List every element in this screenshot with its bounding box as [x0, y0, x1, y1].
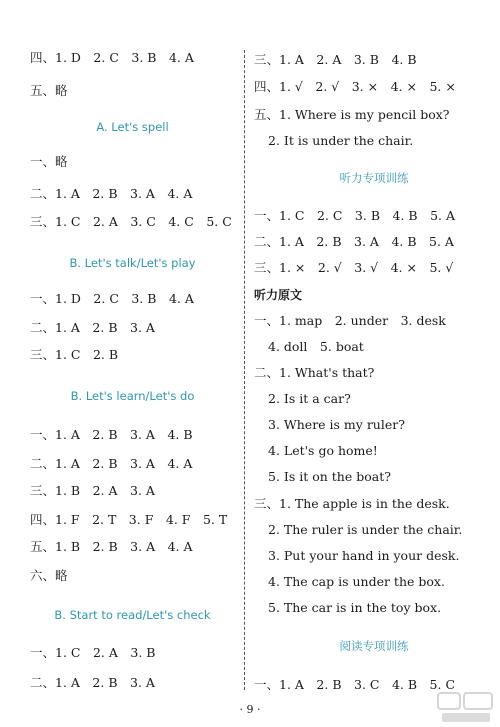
answer-line: 一、1. A 2. B 3. A 4. B — [30, 427, 193, 442]
answer-line: 三、1. C 2. B — [30, 347, 119, 362]
section-heading: 阅读专项训练 — [339, 639, 409, 653]
page-number: · 9 · — [239, 703, 261, 716]
answer-line: 五、略 — [30, 83, 68, 98]
answer-line: 三、1. B 2. A 3. A — [30, 483, 155, 498]
answer-line: 5. Is it on the boat? — [268, 469, 391, 484]
answer-line: 4. Let's go home! — [268, 443, 378, 458]
answer-line: 二、1. A 2. B 3. A 4. A — [30, 456, 193, 471]
answer-line: 三、1. A 2. A 3. B 4. B — [254, 52, 417, 67]
answer-line: 一、略 — [30, 154, 68, 169]
answer-line: 4. The cap is under the box. — [268, 574, 445, 589]
answer-line: 三、1. C 2. A 3. C 4. C 5. C — [30, 214, 232, 229]
answer-line: 三、1. × 2. √ 3. √ 4. × 5. √ — [254, 260, 454, 275]
answer-line: 二、1. What's that? — [254, 365, 375, 380]
section-heading: B. Let's learn/Let's do — [70, 389, 195, 403]
section-heading: B. Start to read/Let's check — [54, 608, 211, 622]
answer-line: 四、1. D 2. C 3. B 4. A — [30, 50, 194, 65]
section-heading: 听力专项训练 — [339, 171, 409, 185]
answer-line: 5. The car is in the toy box. — [268, 600, 442, 615]
answer-line: 4. doll 5. boat — [268, 339, 364, 354]
answer-line: 二、1. A 2. B 3. A — [30, 320, 155, 335]
answer-line: 一、1. C 2. A 3. B — [30, 645, 156, 660]
section-heading: B. Let's talk/Let's play — [69, 256, 196, 270]
section-heading: A. Let's spell — [96, 120, 169, 134]
answer-line: 五、1. Where is my pencil box? — [254, 107, 450, 122]
column-divider — [244, 50, 245, 690]
answer-line: 一、1. C 2. C 3. B 4. B 5. A — [254, 208, 456, 223]
answer-line: 五、1. B 2. B 3. A 4. A — [30, 539, 193, 554]
answer-line: 二、1. A 2. B 3. A 4. A — [30, 186, 193, 201]
answer-line: 三、1. The apple is in the desk. — [254, 496, 450, 511]
answer-line: 六、略 — [30, 568, 68, 583]
answer-line: 四、1. F 2. T 3. F 4. F 5. T — [30, 512, 228, 527]
answer-line: 2. It is under the chair. — [268, 133, 414, 148]
answer-line: 3. Where is my ruler? — [268, 417, 405, 432]
answer-line: 二、1. A 2. B 3. A — [30, 675, 155, 690]
answer-line: 一、1. map 2. under 3. desk — [254, 313, 446, 328]
answer-line: 四、1. √ 2. √ 3. × 4. × 5. × — [254, 79, 456, 94]
listening-script-title: 听力原文 — [254, 288, 303, 302]
answer-line: 3. Put your hand in your desk. — [268, 548, 460, 563]
watermark-logo-icon — [436, 689, 496, 725]
answer-line: 一、1. A 2. B 3. C 4. B 5. C — [254, 677, 456, 692]
answer-line: 2. Is it a car? — [268, 391, 351, 406]
answer-line: 2. The ruler is under the chair. — [268, 522, 463, 537]
answer-line: 一、1. D 2. C 3. B 4. A — [30, 291, 194, 306]
answer-line: 二、1. A 2. B 3. A 4. B 5. A — [254, 234, 454, 249]
